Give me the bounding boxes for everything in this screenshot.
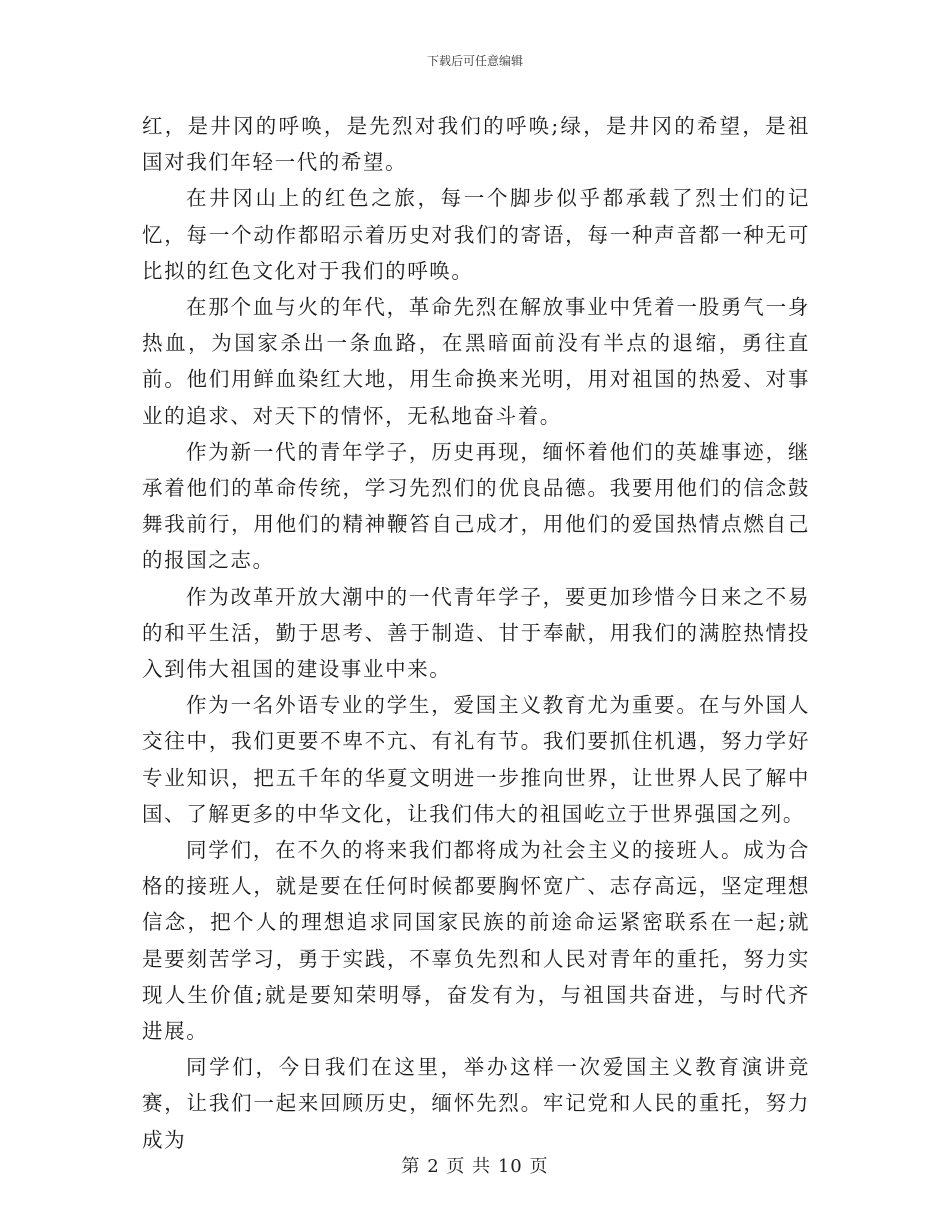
page-header: 下载后可任意编辑 bbox=[426, 54, 523, 68]
paragraph-2: 在井冈山上的红色之旅，每一个脚步似乎都承载了烈士们的记忆，每一个动作都昭示着历史对我们的寄语，每一种声音都一种无可比拟的红色文化对于我们的呼唤。 bbox=[142, 186, 810, 283]
paragraph-5: 作为改革开放大潮中的一代青年学子，要更加珍惜今日来之不易的和平生活，勤于思考、善于制造、甘于奉献，用我们的满腔热情投入到伟大祖国的建设事业中来。 bbox=[142, 584, 810, 682]
paragraph-4: 作为新一代的青年学子，历史再现，缅怀着他们的英雄事迹，继承着他们的革命传统，学习先烈们的优良品德。我要用他们的信念鼓舞我前行，用他们的精神鞭笞自己成才，用他们的爱国热情点燃自己的报国之志。 bbox=[142, 439, 810, 573]
paragraph-6: 作为一名外语专业的学生，爱国主义教育尤为重要。在与外国人交往中，我们更要不卑不亢、有礼有节。我们要抓住机遇，努力学好专业知识，把五千年的华夏文明进一步推向世界，让世界人民了解中国、了解更多的中华文化，让我们伟大的祖国屹立于世界强国之列。 bbox=[142, 693, 810, 826]
page-footer: 第 2 页 共 10 页 bbox=[401, 1156, 549, 1177]
document-body bbox=[142, 108, 810, 1158]
paragraph-8: 同学们，今日我们在这里，举办这样一次爱国主义教育演讲竞赛，让我们一起来回顾历史，缅怀先烈。牢记党和人民的重托，努力成为 bbox=[142, 1055, 810, 1152]
paragraph-1: 红，是井冈的呼唤，是先烈对我们的呼唤;绿，是井冈的希望，是祖国对我们年轻一代的希望。 bbox=[142, 114, 810, 175]
paragraph-7: 同学们，在不久的将来我们都将成为社会主义的接班人。成为合格的接班人，就是要在任何时候都要胸怀宽广、志存高远，坚定理想信念，把个人的理想追求同国家民族的前途命运紧密联系在一起;就是要刻苦学习，勇于实践，不辜负先烈和人民对青年的重托，努力实现人生价值;就是要知荣明辱，奋发有为，与祖国共奋进，与时代齐进展。 bbox=[142, 838, 810, 1044]
paragraph-3: 在那个血与火的年代，革命先烈在解放事业中凭着一股勇气一身热血，为国家杀出一条血路，在黑暗面前没有半点的退缩，勇往直前。他们用鲜血染红大地，用生命换来光明，用对祖国的热爱、对事业的追求、对天下的情怀，无私地奋斗着。 bbox=[142, 295, 810, 428]
